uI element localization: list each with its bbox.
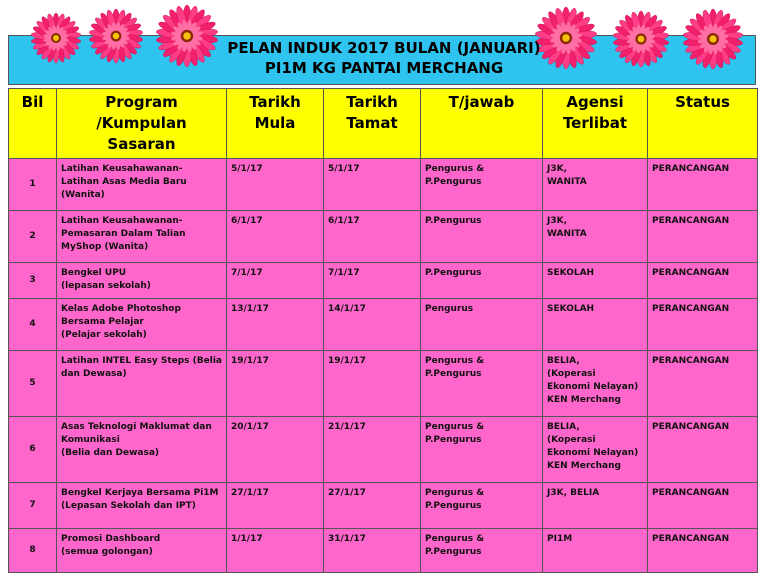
cell-tarikh-tamat: 14/1/17 (324, 299, 421, 351)
table-row (9, 211, 758, 263)
cell-program: Latihan Keusahawanan- Latihan Asas Media Baru (Wanita) (57, 159, 227, 211)
cell-bil: 4 (9, 299, 57, 351)
cell-tjawab: Pengurus & P.Pengurus (421, 159, 543, 211)
cell-bil: 8 (9, 529, 57, 573)
cell-program: Latihan Keusahawanan- Pemasaran Dalam Talian MyShop (Wanita) (57, 211, 227, 263)
cell-program: Bengkel UPU (lepasan sekolah) (57, 263, 227, 299)
cell-tjawab: Pengurus & P.Pengurus (421, 483, 543, 529)
cell-tarikh-tamat: 21/1/17 (324, 417, 421, 483)
cell-agensi: BELIA, (Koperasi Ekonomi Nelayan) KEN Merchang (543, 417, 648, 483)
cell-tarikh-tamat: 6/1/17 (324, 211, 421, 263)
header-agensi: Agensi Terlibat (543, 89, 648, 159)
flower-icon (88, 8, 144, 64)
cell-tarikh-mula: 5/1/17 (227, 159, 324, 211)
cell-status: PERANCANGAN (648, 483, 758, 529)
cell-status: PERANCANGAN (648, 529, 758, 573)
cell-tarikh-mula: 1/1/17 (227, 529, 324, 573)
cell-program: Kelas Adobe Photoshop Bersama Pelajar (Pelajar sekolah) (57, 299, 227, 351)
table-row (9, 263, 758, 299)
page-title (200, 38, 568, 78)
cell-tarikh-tamat: 7/1/17 (324, 263, 421, 299)
table-row (9, 417, 758, 483)
table-row (9, 299, 758, 351)
cell-agensi: PI1M (543, 529, 648, 573)
cell-tarikh-tamat: 5/1/17 (324, 159, 421, 211)
header-bil: Bil (9, 89, 57, 159)
cell-status: PERANCANGAN (648, 159, 758, 211)
cell-agensi: SEKOLAH (543, 299, 648, 351)
cell-tarikh-mula: 6/1/17 (227, 211, 324, 263)
cell-bil: 7 (9, 483, 57, 529)
cell-status: PERANCANGAN (648, 299, 758, 351)
table-row (9, 483, 758, 529)
header-program: Program /Kumpulan Sasaran (57, 89, 227, 159)
cell-tjawab: Pengurus & P.Pengurus (421, 417, 543, 483)
cell-status: PERANCANGAN (648, 417, 758, 483)
cell-agensi: J3K, WANITA (543, 211, 648, 263)
cell-tjawab: P.Pengurus (421, 263, 543, 299)
header-tarikh-tamat: Tarikh Tamat (324, 89, 421, 159)
cell-tjawab: P.Pengurus (421, 211, 543, 263)
cell-tarikh-tamat: 31/1/17 (324, 529, 421, 573)
header-tarikh-mula: Tarikh Mula (227, 89, 324, 159)
cell-tarikh-mula: 7/1/17 (227, 263, 324, 299)
cell-tarikh-mula: 19/1/17 (227, 351, 324, 417)
cell-tarikh-tamat: 19/1/17 (324, 351, 421, 417)
cell-agensi: SEKOLAH (543, 263, 648, 299)
title-line-2: PI1M KG PANTAI MERCHANG (264, 59, 504, 77)
cell-program: Bengkel Kerjaya Bersama Pi1M (Lepasan Sekolah dan IPT) (57, 483, 227, 529)
cell-program: Latihan INTEL Easy Steps (Belia dan Dewasa) (57, 351, 227, 417)
cell-bil: 2 (9, 211, 57, 263)
cell-program: Asas Teknologi Maklumat dan Komunikasi (Belia dan Dewasa) (57, 417, 227, 483)
cell-tarikh-tamat: 27/1/17 (324, 483, 421, 529)
cell-status: PERANCANGAN (648, 263, 758, 299)
table-row (9, 529, 758, 573)
flower-icon (612, 10, 670, 68)
table-row (9, 351, 758, 417)
header-tjawab: T/jawab (421, 89, 543, 159)
table-header-row (9, 89, 758, 159)
cell-agensi: BELIA, (Koperasi Ekonomi Nelayan) KEN Merchang (543, 351, 648, 417)
cell-tarikh-mula: 13/1/17 (227, 299, 324, 351)
title-line-1: PELAN INDUK 2017 BULAN (JANUARI) (227, 39, 541, 57)
flower-icon (682, 8, 744, 70)
cell-status: PERANCANGAN (648, 211, 758, 263)
cell-tarikh-mula: 20/1/17 (227, 417, 324, 483)
flower-icon (30, 12, 82, 64)
cell-agensi: J3K, BELIA (543, 483, 648, 529)
cell-tjawab: Pengurus (421, 299, 543, 351)
cell-tarikh-mula: 27/1/17 (227, 483, 324, 529)
table-row (9, 159, 758, 211)
cell-program: Promosi Dashboard (semua golongan) (57, 529, 227, 573)
cell-bil: 1 (9, 159, 57, 211)
cell-bil: 6 (9, 417, 57, 483)
cell-tjawab: Pengurus & P.Pengurus (421, 351, 543, 417)
cell-status: PERANCANGAN (648, 351, 758, 417)
header-status: Status (648, 89, 758, 159)
plan-table (8, 88, 758, 573)
cell-tjawab: Pengurus & P.Pengurus (421, 529, 543, 573)
cell-bil: 5 (9, 351, 57, 417)
cell-bil: 3 (9, 263, 57, 299)
cell-agensi: J3K, WANITA (543, 159, 648, 211)
